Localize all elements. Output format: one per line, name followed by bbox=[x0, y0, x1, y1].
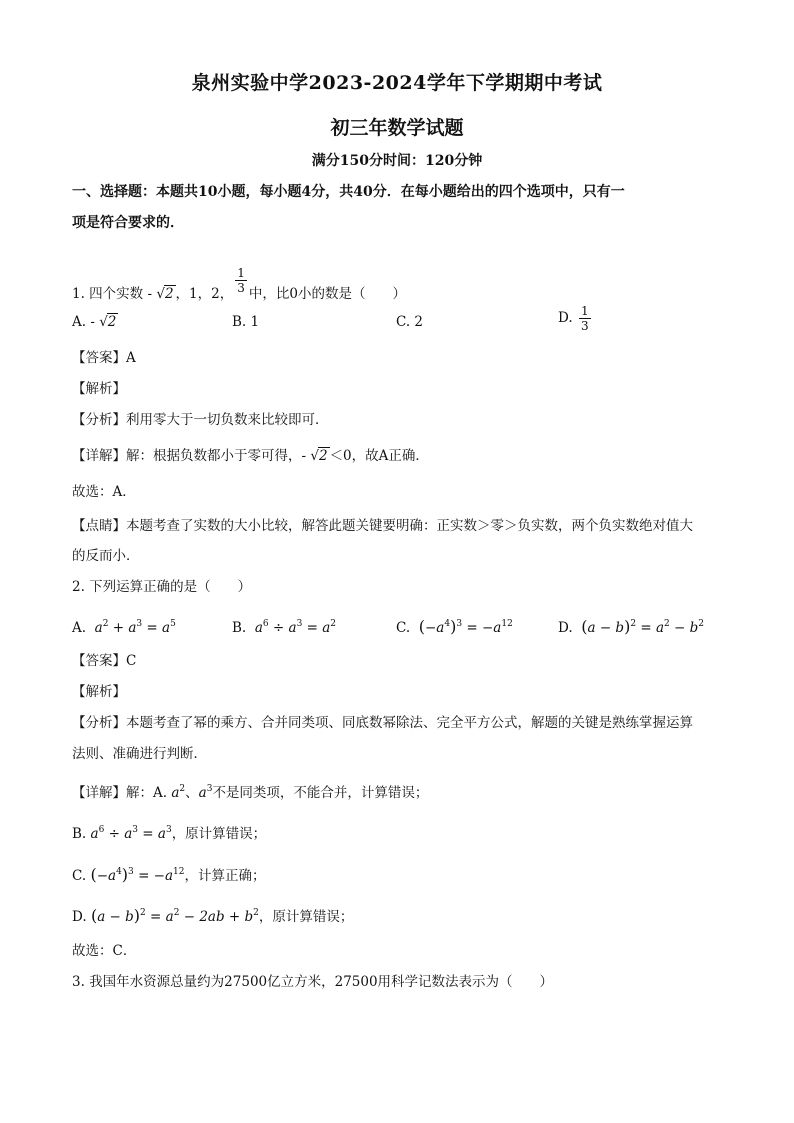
q1-comment-line2: 的反而小． bbox=[72, 548, 140, 564]
q1-choice: 故选：A． bbox=[72, 484, 136, 500]
q2-detail-d: D. $(a - b)^2 = a^2 - 2ab + b^2$，原计算错误； bbox=[72, 906, 354, 925]
q2-option-a: A. $a^2 + a^3 = a^5$ bbox=[72, 619, 176, 636]
q2-option-d: D. $(a - b)^2 = a^2 - b^2$ bbox=[558, 617, 705, 636]
q1-option-b: B. 1 bbox=[232, 314, 260, 330]
q2-option-c: C. $(-a^4)^3 = -a^{12}$ bbox=[396, 617, 513, 636]
q1-comment-line1: 【点睛】本题考查了实数的大小比较，解答此题关键要明确：正实数＞零＞负实数，两个负实数绝对值大 bbox=[72, 518, 693, 534]
q1-option-c: C. 2 bbox=[396, 314, 424, 330]
q2-option-b: B. $a^6 \div a^3 = a^2$ bbox=[232, 619, 336, 636]
q3-stem: 3. 我国年水资源总量约为27500亿立方米，27500用科学记数法表示为（ ） bbox=[72, 974, 554, 990]
q1-option-a: A. - √2 bbox=[72, 314, 117, 330]
exam-info: 满分150分时间：120分钟 bbox=[311, 153, 483, 169]
q1-stem: 1. 四个实数 - √2 ，1，2， $\frac{1}{3}$ 中，比0小的数是（ ） bbox=[72, 266, 406, 302]
q2-analysis-title: 【解析】 bbox=[72, 684, 126, 700]
q1-answer: 【答案】A bbox=[72, 350, 136, 366]
q2-detail-b: B. $a^6 \div a^3 = a^3$，原计算错误； bbox=[72, 825, 267, 842]
exam-title: 泉州实验中学2023-2024学年下学期期中考试 bbox=[191, 72, 603, 94]
q1-option-d: D. $\frac{1}{3}$ bbox=[558, 304, 589, 333]
exam-subtitle: 初三年数学试题 bbox=[330, 117, 464, 139]
q1-analysis-title: 【解析】 bbox=[72, 381, 126, 397]
q2-choice: 故选：C． bbox=[72, 943, 137, 959]
q1-sqrt: 2 bbox=[164, 286, 174, 302]
q1-fraction: $\frac{1}{3}$ bbox=[237, 266, 245, 295]
q2-answer: 【答案】C bbox=[72, 653, 137, 669]
q2-analysis-line1: 【分析】本题考查了幂的乘方、合并同类项、同底数幂除法、完全平方公式，解题的关键是熟练掌握运算 bbox=[72, 715, 693, 731]
q2-analysis-line2: 法则、准确进行判断． bbox=[72, 746, 207, 762]
q2-detail-a: 【详解】解：A. $a^2$、$a^3$不是同类项，不能合并，计算错误； bbox=[72, 784, 429, 801]
q2-stem: 2. 下列运算正确的是（ ） bbox=[72, 579, 252, 595]
section-heading-line1: 一、选择题：本题共10小题，每小题4分，共40分．在每小题给出的四个选项中，只有一 bbox=[72, 184, 625, 200]
q1-detail: 【详解】解：根据负数都小于零可得，- √2 ＜0，故A正确． bbox=[72, 448, 429, 464]
section-heading-line2: 项是符合要求的． bbox=[72, 215, 184, 231]
q2-detail-c: C. $(-a^4)^3 = -a^{12}$，计算正确； bbox=[72, 865, 266, 884]
q1-analysis: 【分析】利用零大于一切负数来比较即可． bbox=[72, 412, 329, 428]
